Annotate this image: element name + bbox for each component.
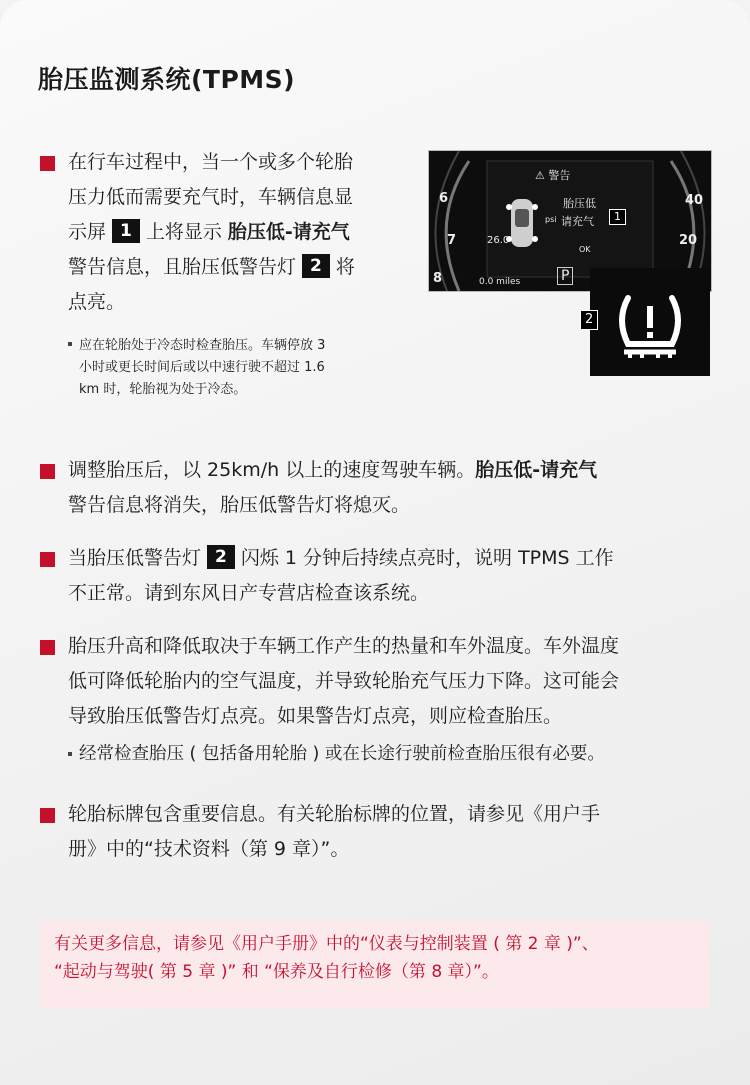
callout-badge-2: 2 bbox=[302, 254, 330, 278]
text-line: 不正常。请到东风日产专营店检查该系统。 bbox=[68, 582, 430, 604]
text-span: 调整胎压后，以 25km/h 以上的速度驾驶车辆。 bbox=[68, 459, 476, 481]
text-line: 轮胎标牌包含重要信息。有关轮胎标牌的位置，请参见《用户手 bbox=[68, 803, 601, 825]
section3-paragraph bbox=[68, 541, 718, 611]
callout-label-2: 2 bbox=[580, 310, 598, 330]
warning-message-text: 胎压低-请充气 bbox=[227, 221, 350, 243]
gauge-tick-label: 6 bbox=[439, 191, 449, 206]
reference-note-box bbox=[40, 920, 710, 1008]
section5-paragraph bbox=[68, 797, 718, 867]
text-span: 当胎压低警告灯 bbox=[68, 547, 202, 569]
text-span: 应在轮胎处于冷态时检查胎压。车辆停放 3 bbox=[79, 338, 326, 353]
text-line: 在行车过程中，当一个或多个轮胎 bbox=[68, 151, 354, 173]
section2-paragraph bbox=[68, 453, 718, 523]
text-line: 册》中的“技术资料（第 9 章）”。 bbox=[68, 838, 350, 860]
display-message: 胎压低 bbox=[563, 197, 596, 210]
section4-note bbox=[68, 740, 718, 768]
text-span: 警告信息，且胎压低警告灯 bbox=[68, 256, 297, 278]
bullet-marker bbox=[40, 808, 55, 823]
bullet-marker bbox=[40, 156, 55, 171]
text-span: 经常检查胎压 ( 包括备用轮胎 ) 或在长途行驶前检查胎压很有必要。 bbox=[79, 744, 605, 764]
display-message: 请充气 bbox=[561, 215, 594, 228]
text-line: 警告信息将消失，胎压低警告灯将熄灭。 bbox=[68, 494, 411, 516]
text-span: 闪烁 1 分钟后持续点亮时，说明 TPMS 工作 bbox=[240, 547, 614, 569]
tpms-icon bbox=[590, 268, 710, 376]
text-line: 胎压升高和降低取决于车辆工作产生的热量和车外温度。车外温度 bbox=[68, 635, 620, 657]
tire-pressure-value: 26.0 bbox=[487, 235, 510, 246]
note-line bbox=[68, 335, 418, 357]
text-line bbox=[68, 250, 418, 285]
page-title: 胎压监测系统(TPMS) bbox=[38, 65, 296, 94]
section4-paragraph bbox=[68, 629, 718, 734]
text-span: 上将显示 bbox=[145, 221, 222, 243]
reference-line: 有关更多信息，请参见《用户手册》中的“仪表与控制装置 ( 第 2 章 )”、 bbox=[54, 934, 599, 954]
text-line: 导致胎压低警告灯点亮。如果警告灯点亮，则应检查胎压。 bbox=[68, 705, 563, 727]
gauge-tick-label: 40 bbox=[685, 193, 704, 208]
gauge-tick-label: 8 bbox=[433, 271, 443, 286]
text-line bbox=[68, 215, 418, 250]
warning-header: ⚠ 警告 bbox=[535, 169, 571, 182]
gauge-tick-label: 20 bbox=[679, 233, 698, 248]
note-marker bbox=[68, 342, 72, 346]
ok-indicator: OK bbox=[579, 245, 591, 254]
text-line: 压力低而需要充气时，车辆信息显 bbox=[68, 186, 354, 208]
warning-message-text: 胎压低-请充气 bbox=[475, 459, 598, 481]
gauge-tick-label: 7 bbox=[447, 233, 457, 248]
text-line bbox=[68, 453, 718, 488]
psi-unit: psi bbox=[545, 215, 557, 224]
section1-note bbox=[68, 335, 418, 401]
bullet-marker bbox=[40, 552, 55, 567]
text-span: 示屏 bbox=[68, 221, 107, 243]
callout-badge-2: 2 bbox=[207, 545, 235, 569]
text-line: 低可降低轮胎内的空气温度，并导致轮胎充气压力下降。这可能会 bbox=[68, 670, 620, 692]
bullet-marker bbox=[40, 464, 55, 479]
bullet-marker bbox=[40, 640, 55, 655]
odometer-readout: 0.0 miles bbox=[479, 277, 521, 287]
tpms-warning-lamp-image bbox=[590, 268, 710, 376]
section1-paragraph bbox=[68, 145, 418, 320]
text-line bbox=[68, 541, 718, 576]
note-line: km 时，轮胎视为处于冷态。 bbox=[79, 382, 247, 397]
gear-indicator: P bbox=[557, 267, 573, 285]
note-line: 小时或更长时间后或以中速行驶不超过 1.6 bbox=[79, 360, 325, 375]
callout-label-1: 1 bbox=[609, 209, 626, 225]
text-span: 将 bbox=[335, 256, 355, 278]
text-line: 点亮。 bbox=[68, 291, 126, 313]
reference-line: “起动与驾驶( 第 5 章 )” 和 “保养及自行检修（第 8 章）”。 bbox=[54, 962, 499, 982]
note-marker bbox=[68, 752, 72, 756]
callout-badge-1: 1 bbox=[112, 219, 140, 243]
